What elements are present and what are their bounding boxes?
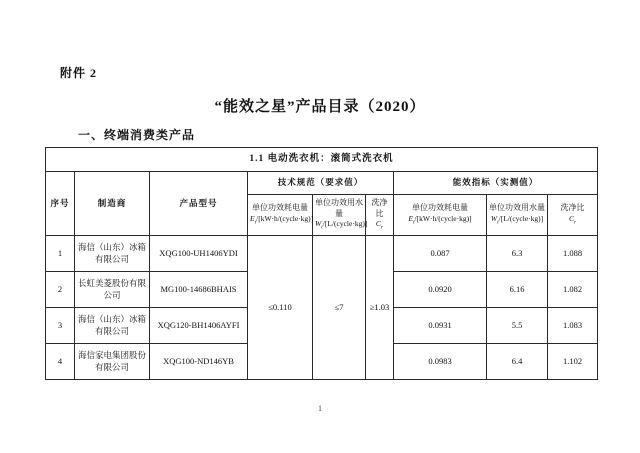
product-catalog-table: [45, 147, 598, 380]
col-header-water-required: [313, 195, 366, 236]
water-label: 单位功效用水量: [489, 203, 545, 213]
manufacturer-cell: 长虹美菱股份有限公司: [75, 272, 150, 308]
model-cell: XQG120-BH1406AYFI: [150, 308, 248, 344]
row-index: 4: [46, 344, 75, 380]
water-formula: $W_t/[L/(cycle\cdot kg)]$: [490, 213, 544, 226]
col-group-measured: 能效指标（实测值）: [394, 172, 598, 195]
manufacturer-cell: 海信家电集团股份有限公司: [75, 344, 150, 380]
measured-ratio-value: 1.083: [548, 308, 598, 344]
energy-label: 单位功效耗电量: [252, 203, 308, 213]
document-title: “能效之星”产品目录（2020）: [214, 99, 426, 115]
row-index: 1: [46, 236, 75, 272]
measured-energy-value: 0.0931: [394, 308, 487, 344]
measured-ratio-value: 1.102: [548, 344, 598, 380]
attachment-label: 附件 2: [60, 66, 98, 80]
col-header-ratio-measured: [548, 195, 598, 236]
measured-energy-value: 0.0983: [394, 344, 487, 380]
col-header-manufacturer: 制造商: [75, 172, 150, 236]
section-heading: 一、终端消费类产品: [78, 128, 196, 142]
measured-water-value: 6.16: [487, 272, 548, 308]
row-index: 2: [46, 272, 75, 308]
required-ratio-value: ≥1.03: [366, 236, 394, 380]
measured-ratio-value: 1.082: [548, 272, 598, 308]
water-formula: $W_t/[L/(cycle\cdot kg)]$: [315, 219, 368, 231]
col-group-tech-spec: 技术规范（要求值）: [248, 172, 394, 195]
measured-ratio-value: 1.088: [548, 236, 598, 272]
model-cell: XQG100-UH1406YDI: [150, 236, 248, 272]
table-group-header-row: [46, 172, 598, 195]
model-cell: XQG100-ND146YB: [150, 344, 248, 380]
manufacturer-cell: 海信（山东）冰箱有限公司: [75, 308, 150, 344]
water-label: 单位功效用水量: [315, 197, 363, 218]
ratio-label: 洗净比: [371, 197, 388, 218]
ratio-label: 洗净比: [560, 203, 585, 213]
col-header-water-measured: [487, 195, 548, 236]
ratio-formula: $C_r$: [568, 213, 577, 226]
table-row: [46, 236, 598, 272]
measured-water-value: 5.5: [487, 308, 548, 344]
row-index: 3: [46, 308, 75, 344]
required-water-value: ≤7: [313, 236, 366, 380]
required-energy-value: ≤0.110: [248, 236, 313, 380]
col-header-ratio-required: [366, 195, 394, 236]
energy-formula: $E_t/[kW\cdot h/(cycle\cdot kg)]$: [250, 213, 314, 226]
col-header-model: 产品型号: [150, 172, 248, 236]
measured-energy-value: 0.0920: [394, 272, 487, 308]
manufacturer-cell: 海信（山东）冰箱有限公司: [75, 236, 150, 272]
energy-formula: $E_t/[kW\cdot h/(cycle\cdot kg)]$: [408, 213, 472, 226]
ratio-formula: $C_r$: [375, 219, 384, 231]
energy-label: 单位功效耗电量: [412, 203, 468, 213]
model-cell: MG100-14686BHAIS: [150, 272, 248, 308]
table-title: 1.1 电动洗衣机：滚筒式洗衣机: [46, 148, 598, 172]
page-number: 1: [318, 404, 322, 413]
col-header-energy-measured: [394, 195, 487, 236]
measured-water-value: 6.4: [487, 344, 548, 380]
col-header-index: 序号: [46, 172, 75, 236]
measured-energy-value: 0.087: [394, 236, 487, 272]
table-title-row: [46, 148, 598, 172]
col-header-energy-required: [248, 195, 313, 236]
measured-water-value: 6.3: [487, 236, 548, 272]
